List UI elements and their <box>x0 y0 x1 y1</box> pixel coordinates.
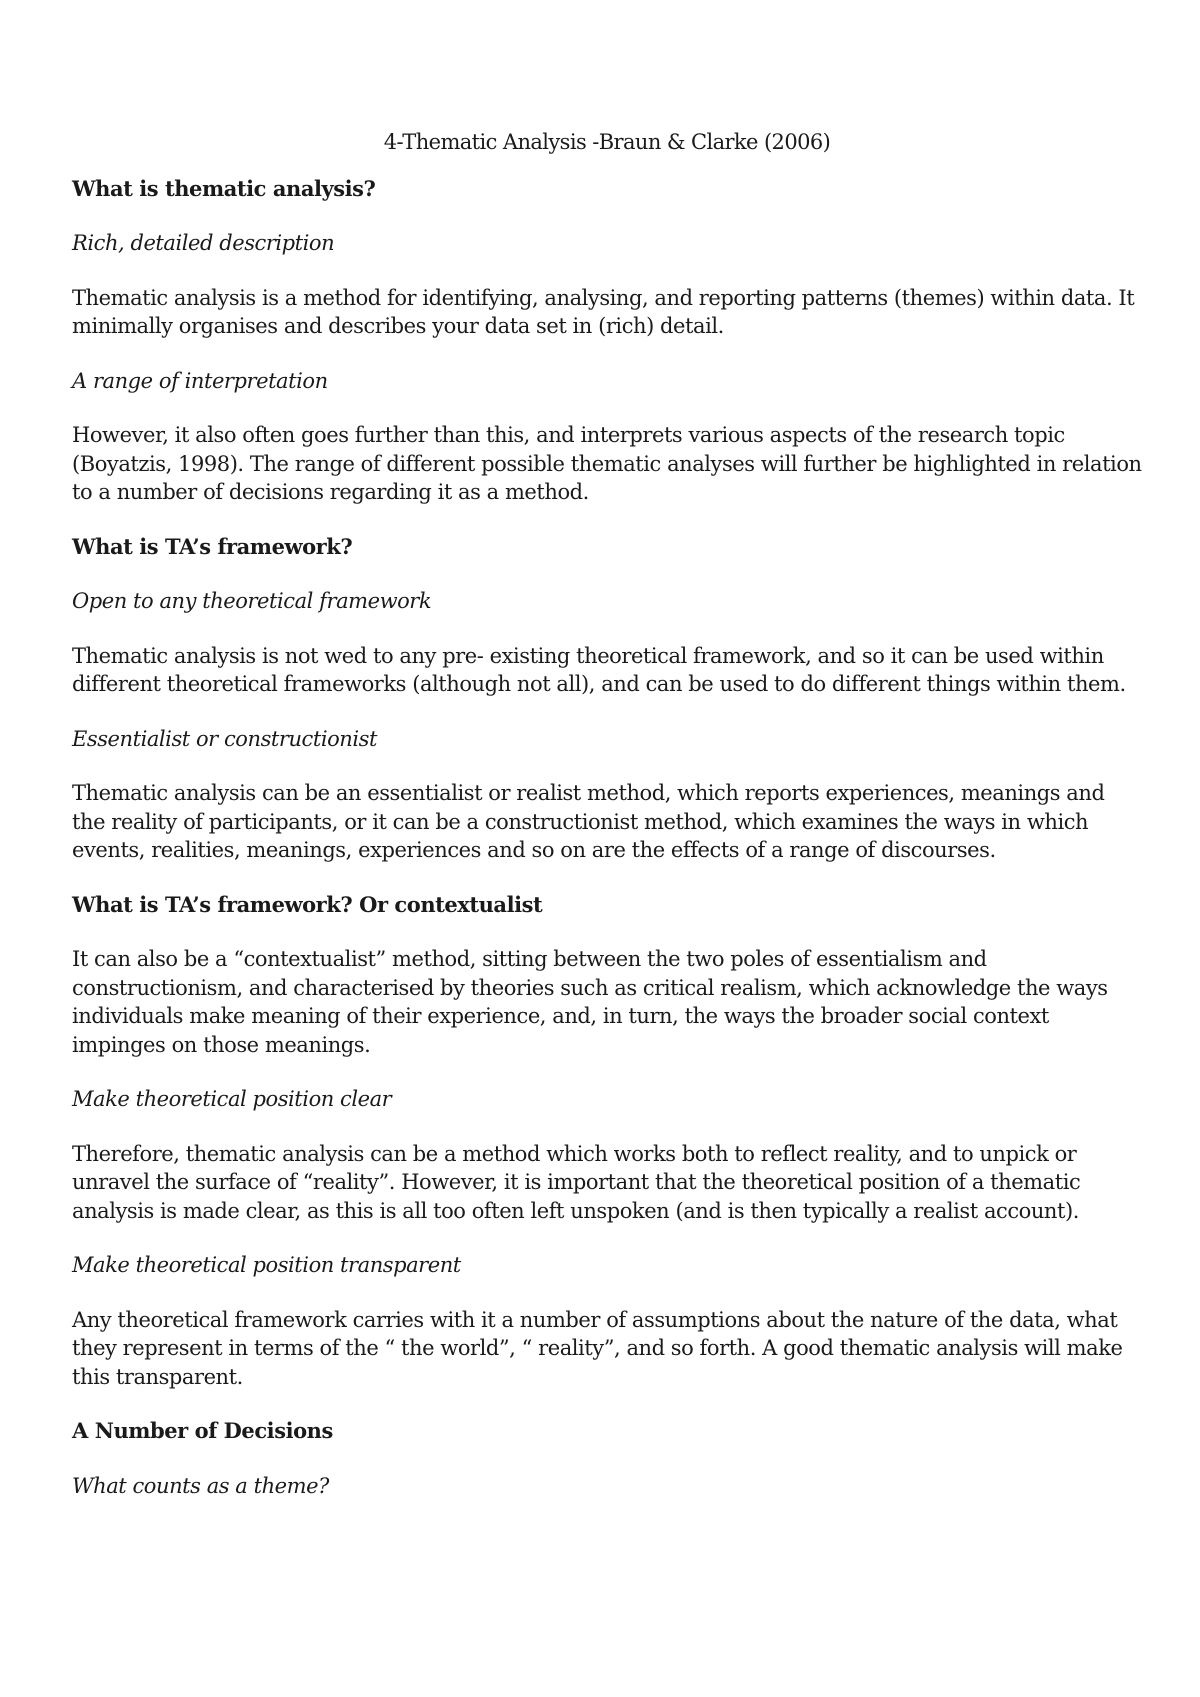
paragraph: Therefore, thematic analysis can be a method which works both to reflect reality, and to unpick or unravel the surface of “reality”. However, it is important that the theoretical position of a thematic analysis is made clear, as this is all too often left unspoken (and is then typically a realist account). <box>72 1141 1081 1223</box>
section-heading: What is TA’s framework? Or contextualist <box>72 891 543 917</box>
section-heading: A Number of Decisions <box>72 1418 333 1443</box>
section-heading: What is TA’s framework? <box>72 533 353 559</box>
paragraph: However, it also often goes further than this, and interprets various aspects of the research topic (Boyatzis, 1998). The range of different possible thematic analyses will further be highlighted in relation to a number of decisions regarding it as a method. <box>72 423 1142 504</box>
paragraph: Thematic analysis can be an essentialist or realist method, which reports experiences, meanings and the reality of participants, or it can be a constructionist method, which examines the ways in which events, realities, meanings, experiences and so on are the effects of a range of discourses. <box>72 781 1105 862</box>
document-page <box>72 128 1142 1526</box>
subheading: Essentialist or constructionist <box>72 726 377 751</box>
subheading: What counts as a theme? <box>72 1473 329 1498</box>
subheading: Make theoretical position clear <box>72 1087 392 1111</box>
subheading: Open to any theoretical framework <box>72 589 432 613</box>
subheading: A range of interpretation <box>72 368 328 393</box>
subheading: Rich, detailed description <box>72 231 335 255</box>
paragraph: Thematic analysis is not wed to any pre- existing theoretical framework, and so it can be used within different theoretical frameworks (although not all), and can be used to do different things within them. <box>72 643 1126 696</box>
paragraph: Thematic analysis is a method for identifying, analysing, and reporting patterns (themes) within data. It minimally organises and describes your data set in (rich) detail. <box>72 285 1135 338</box>
subheading: Make theoretical position transparent <box>72 1253 461 1277</box>
paragraph: It can also be a “contextualist” method, sitting between the two poles of essentialism and constructionism, and characterised by theories such as critical realism, which acknowledge the ways individuals make meaning of their experience, and, in turn, the ways the broader social context impinges on those meanings. <box>72 947 1108 1057</box>
document-title: 4-Thematic Analysis -Braun & Clarke (2006) <box>383 130 831 154</box>
paragraph: Any theoretical framework carries with it a number of assumptions about the nature of the data, what they represent in terms of the “ the world”, “ reality”, and so forth. A good thematic analysis will make this transparent. <box>72 1307 1123 1389</box>
section-heading: What is thematic analysis? <box>72 175 376 201</box>
